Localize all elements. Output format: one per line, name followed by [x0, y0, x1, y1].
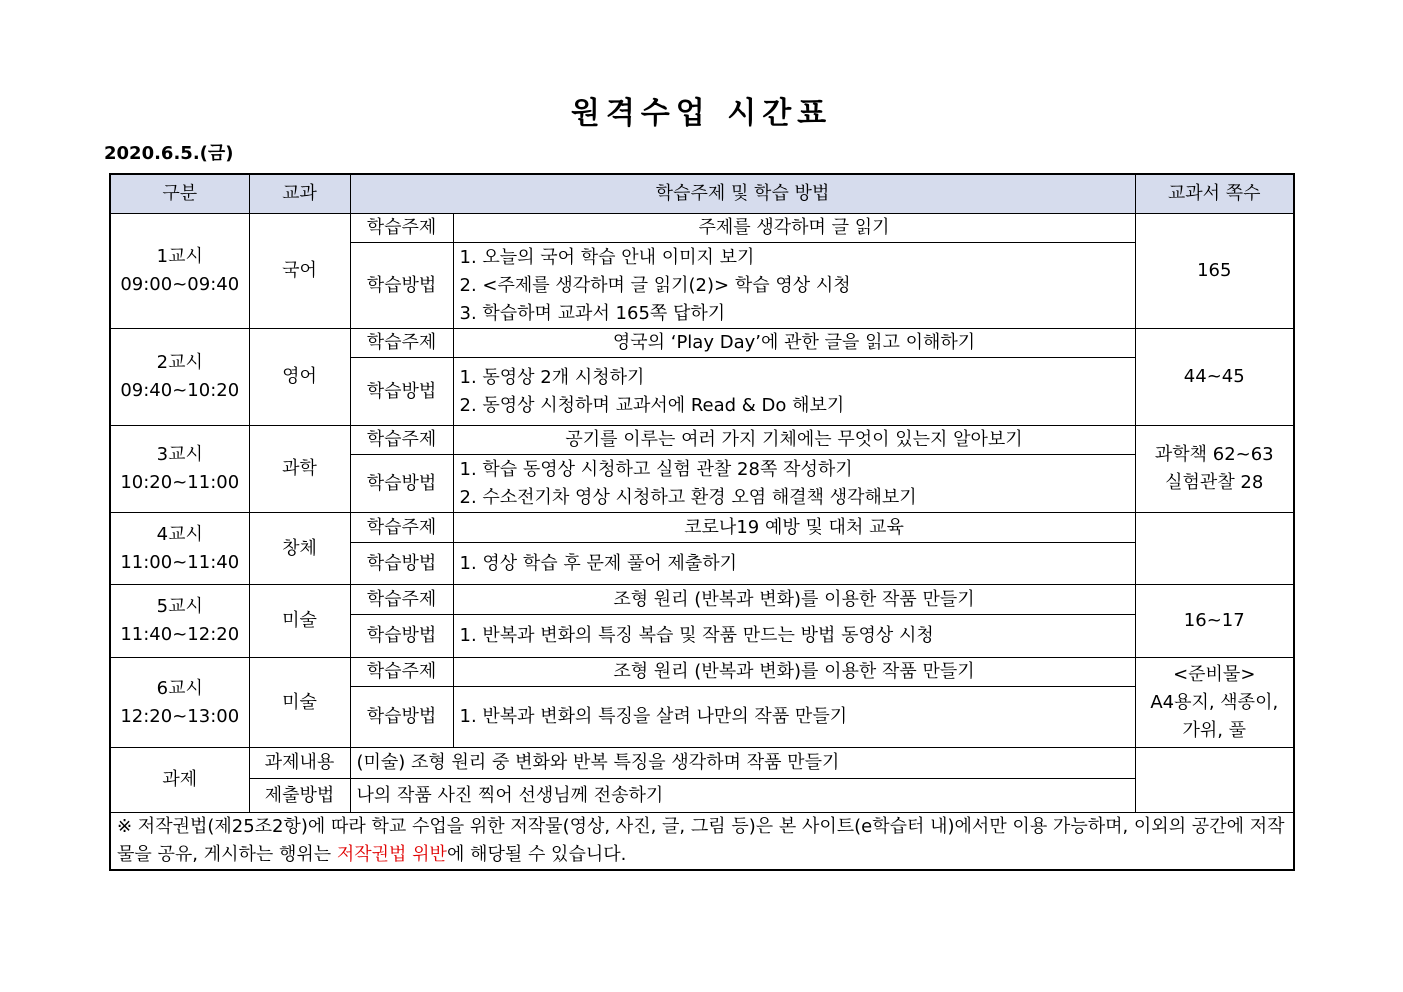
- subject-cell: 미술: [249, 585, 350, 658]
- topic-label: 학습주제: [350, 426, 453, 455]
- subject-cell: 과학: [249, 426, 350, 513]
- period-label: 6교시: [156, 677, 203, 699]
- homework-label: 과제: [110, 748, 249, 813]
- notice-text: ※ 저작권법(제25조2항)에 따라 학교 수업을 위한 저작물(영상, 사진, 글, 그림 등)은 본 사이트(e학습터 내)에서만 이용 가능하며, 이외의 공간에 저작물을 공유, 게시하는 행위는: [117, 816, 1285, 865]
- method-line: 1. 오늘의 국어 학습 안내 이미지 보기: [459, 246, 755, 268]
- pages-cell: [1135, 426, 1294, 513]
- copyright-notice: [110, 813, 1294, 871]
- method-line: 2. 동영상 시청하며 교과서에 Read & Do 해보기: [459, 394, 845, 416]
- pages-text: 실험관찰 28: [1165, 472, 1264, 493]
- notice-row: [110, 813, 1294, 871]
- header-pages: 교과서 쪽수: [1135, 174, 1294, 214]
- topic-cell: 주제를 생각하며 글 읽기: [453, 214, 1135, 243]
- method-cell: [453, 455, 1135, 513]
- homework-submit-label: 제출방법: [249, 779, 350, 813]
- supplies-title: <준비물>: [1173, 663, 1256, 685]
- period-time: 10:20~11:00: [120, 472, 240, 493]
- subject-cell: 창체: [249, 513, 350, 585]
- topic-label: 학습주제: [350, 658, 453, 687]
- homework-submit: 나의 작품 사진 찍어 선생님께 전송하기: [350, 779, 1135, 813]
- period-cell: [110, 426, 249, 513]
- table-row: [110, 214, 1294, 243]
- homework-row: [110, 779, 1294, 813]
- method-line: 1. 반복과 변화의 특징 복습 및 작품 만드는 방법 동영상 시청: [459, 625, 934, 646]
- topic-label: 학습주제: [350, 214, 453, 243]
- table-row: [110, 513, 1294, 543]
- pages-cell: [1135, 585, 1294, 658]
- topic-cell: 조형 원리 (반복과 변화)를 이용한 작품 만들기: [453, 585, 1135, 615]
- period-cell: [110, 585, 249, 658]
- method-cell: [453, 543, 1135, 585]
- table-row: [110, 329, 1294, 358]
- table-row: [110, 658, 1294, 687]
- method-label: 학습방법: [350, 543, 453, 585]
- subject-cell: 미술: [249, 658, 350, 748]
- homework-pages-cell: [1135, 748, 1294, 813]
- table-row: [110, 585, 1294, 615]
- pages-cell: [1135, 214, 1294, 329]
- period-label: 4교시: [156, 523, 203, 545]
- topic-label: 학습주제: [350, 513, 453, 543]
- period-time: 09:00~09:40: [120, 274, 240, 295]
- header-subject: 교과: [249, 174, 350, 214]
- method-label: 학습방법: [350, 615, 453, 658]
- header-row: [110, 174, 1294, 214]
- header-topic-method: 학습주제 및 학습 방법: [350, 174, 1135, 214]
- method-line: 1. 동영상 2개 시청하기: [459, 366, 645, 388]
- method-cell: [453, 687, 1135, 748]
- period-time: 12:20~13:00: [120, 705, 240, 727]
- homework-content: (미술) 조형 원리 중 변화와 반복 특징을 생각하며 작품 만들기: [350, 748, 1135, 779]
- homework-row: [110, 748, 1294, 779]
- method-cell: [453, 358, 1135, 426]
- period-label: 3교시: [156, 444, 203, 465]
- period-label: 5교시: [156, 596, 203, 617]
- period-time: 11:40~12:20: [120, 624, 240, 645]
- topic-label: 학습주제: [350, 329, 453, 358]
- period-time: 09:40~10:20: [120, 380, 240, 401]
- method-label: 학습방법: [350, 687, 453, 748]
- subject-cell: 국어: [249, 214, 350, 329]
- method-line: 2. <주제를 생각하며 글 읽기(2)> 학습 영상 시청: [459, 274, 851, 296]
- timetable: [109, 173, 1295, 871]
- notice-text-end: 에 해당될 수 있습니다.: [446, 844, 627, 865]
- method-line: 2. 수소전기차 영상 시청하고 환경 오염 해결책 생각해보기: [459, 486, 917, 508]
- method-line: 1. 반복과 변화의 특징을 살려 나만의 작품 만들기: [459, 706, 848, 727]
- pages-text: 44~45: [1183, 366, 1245, 387]
- subject-cell: 영어: [249, 329, 350, 426]
- supplies-text: A4용지, 색종이,: [1150, 691, 1279, 713]
- date-label: 2020.6.5.(금): [104, 143, 234, 164]
- topic-cell: 영국의 ‘Play Day’에 관한 글을 읽고 이해하기: [453, 329, 1135, 358]
- period-label: 1교시: [156, 246, 203, 267]
- method-cell: [453, 615, 1135, 658]
- homework-content-label: 과제내용: [249, 748, 350, 779]
- method-label: 학습방법: [350, 455, 453, 513]
- header-period: 구분: [110, 174, 249, 214]
- method-label: 학습방법: [350, 243, 453, 329]
- pages-cell: [1135, 329, 1294, 426]
- pages-cell: [1135, 513, 1294, 585]
- notice-highlight: 저작권법 위반: [336, 844, 447, 865]
- pages-text: 16~17: [1183, 610, 1245, 631]
- topic-cell: 조형 원리 (반복과 변화)를 이용한 작품 만들기: [453, 658, 1135, 687]
- method-line: 3. 학습하며 교과서 165쪽 답하기: [459, 302, 726, 324]
- period-cell: [110, 214, 249, 329]
- period-cell: [110, 658, 249, 748]
- period-cell: [110, 513, 249, 585]
- period-time: 11:00~11:40: [120, 551, 240, 573]
- pages-cell: [1135, 658, 1294, 748]
- supplies-text: 가위, 풀: [1182, 719, 1247, 741]
- pages-text: 165: [1197, 260, 1232, 281]
- page-title: 원격수업 시간표: [570, 96, 833, 131]
- topic-label: 학습주제: [350, 585, 453, 615]
- pages-text: 과학책 62~63: [1154, 444, 1274, 465]
- period-cell: [110, 329, 249, 426]
- method-cell: [453, 243, 1135, 329]
- method-line: 1. 학습 동영상 시청하고 실험 관찰 28쪽 작성하기: [459, 458, 853, 480]
- topic-cell: 코로나19 예방 및 대처 교육: [453, 513, 1135, 543]
- table-row: [110, 426, 1294, 455]
- period-label: 2교시: [156, 352, 203, 373]
- method-line: 1. 영상 학습 후 문제 풀어 제출하기: [459, 552, 738, 574]
- topic-cell: 공기를 이루는 여러 가지 기체에는 무엇이 있는지 알아보기: [453, 426, 1135, 455]
- method-label: 학습방법: [350, 358, 453, 426]
